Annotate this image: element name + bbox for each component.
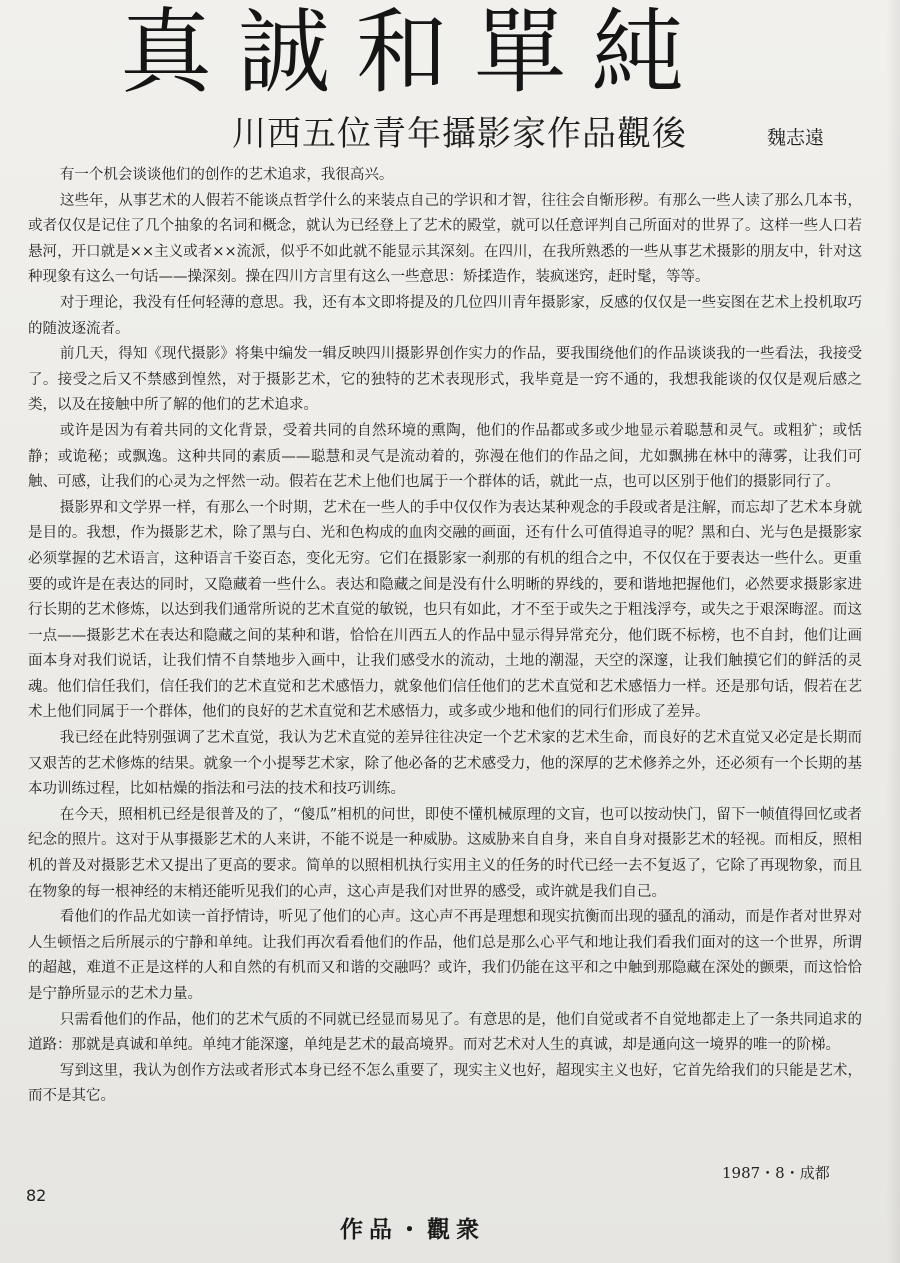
paragraph: 只需看他们的作品，他们的艺术气质的不同就已经显而易见了。有意思的是，他们自觉或者不自觉地都走上了一条共同追求的道路：那就是真诚和单纯。单纯才能深邃，单纯是艺术的最高境界。而对艺术对人生的真诚，却是通向这一境界的唯一的阶梯。 [28, 1011, 862, 1054]
author-name: 魏志遠 [767, 127, 825, 149]
paragraph: 前几天，得知《现代摄影》将集中编发一辑反映四川摄影界创作实力的作品，要我围绕他们的作品谈谈我的一些看法，我接受了。接受之后又不禁感到惶然，对于摄影艺术，它的独特的艺术表现形式，我毕竟是一窍不通的，我想我能谈的仅仅是观后感之类，以及在接触中所了解的他们的艺术追求。 [28, 346, 862, 414]
paragraph: 或许是因为有着共同的文化背景，受着共同的自然环境的熏陶，他们的作品都或多或少地显示着聪慧和灵气。或粗犷；或恬静；或诡秘；或飘逸。这种共同的素质——聪慧和灵气是流动着的，弥漫在他们的作品之间，尤如飘拂在林中的薄雾，让我们可触、可感，让我们的心灵为之怦然一动。假若在艺术上他们也属于一个群体的话，就此一点，也可以区别于他们的摄影同行了。 [28, 422, 862, 491]
article-subtitle: 川西五位青年攝影家作品觀後 [232, 114, 687, 154]
page-title: 真誠和單純 [120, 0, 711, 106]
paragraph: 写到这里，我认为创作方法或者形式本身已经不怎么重要了，现实主义也好，超现实主义也好，它首先给我们的只能是艺术，而不是其它。 [28, 1062, 862, 1105]
article-body [28, 163, 862, 1110]
paragraph: 摄影界和文学界一样，有那么一个时期，艺术在一些人的手中仅仅作为表达某种观念的手段或者是注解，而忘却了艺术本身就是目的。我想，作为摄影艺术，除了黑与白、光和色构成的血肉交融的画面，还有什么可值得追寻的呢？黑和白、光与色是摄影家必须掌握的艺术语言，这种语言千姿百态，变化无穷。它们在摄影家一刹那的有机的组合之中，不仅仅在于要表达一些什么。更重要的或许是在表达的同时，又隐藏着一些什么。表达和隐藏之间是没有什么明晰的界线的，要和谐地把握他们，必然要求摄影家进行长期的艺术修炼，以达到我们通常所说的艺术直觉的敏锐，也只有如此，才不至于或失之于粗浅浮夸，或失之于艰深晦涩。而这一点——摄影艺术在表达和隐藏之间的某种和谐，恰恰在川西五人的作品中显示得异常充分，他们既不标榜，也不自封，他们让画面本身对我们说话，让我们情不自禁地步入画中，让我们感受水的流动，土地的潮湿，天空的深邃，让我们触摸它们的鲜活的灵魂。他们信任我们，信任我们的艺术直觉和艺术感悟力，就象他们信任他们的艺术直觉和艺术感悟力一样。还是那句话，假若在艺术上他们同属于一个群体，他们的良好的艺术直觉和艺术感悟力，或多或少地和他们的同行们形成了差异。 [28, 499, 862, 721]
paragraph: 这些年，从事艺术的人假若不能谈点哲学什么的来装点自己的学识和才智，往往会自惭形秽。有那么一些人读了那么几本书，或者仅仅是记住了几个抽象的名词和概念，就认为已经登上了艺术的殿堂，就可以任意评判自己所面对的世界了。这样一些人口若悬河，开口就是××主义或者××流派，似乎不如此就不能显示其深刻。在四川，在我所熟悉的一些从事艺术摄影的朋友中，针对这种现象有这么一句话——操深刻。操在四川方言里有这么一些意思：矫揉造作，装疯迷窍，赶时髦，等等。 [28, 192, 862, 286]
page-edge-shadow [886, 0, 900, 1263]
section-label: 作品・觀衆 [340, 1217, 485, 1243]
paragraph: 在今天，照相机已经是很普及的了，“傻瓜”相机的问世，即使不懂机械原理的文盲，也可以按动快门，留下一帧值得回忆或者纪念的照片。这对于从事摄影艺术的人来讲，不能不说是一种威胁。这威胁来自自身，来自自身对摄影艺术的轻视。而相反，照相机的普及对摄影艺术又提出了更高的要求。简单的以照相机执行实用主义的任务的时代已经一去不复返了，它除了再现物象，而且在物象的每一根神经的末梢还能听见我们的心声，这心声是我们对世界的感受，或许就是我们自己。 [28, 806, 862, 900]
paragraph: 对于理论，我没有任何轻薄的意思。我，还有本文即将提及的几位四川青年摄影家，反感的仅仅是一些妄图在艺术上投机取巧的随波逐流者。 [28, 294, 862, 337]
paragraph: 看他们的作品尤如读一首抒情诗，听见了他们的心声。这心声不再是理想和现实抗衡而出现的骚乱的涌动，而是作者对世界对人生顿悟之后所展示的宁静和单纯。让我们再次看看他们的作品，他们总是那么心平气和地让我们看我们面对的这一个世界，所谓的超越，难道不正是这样的人和自然的有机而又和谐的交融吗？或许，我们仍能在这平和之中触到那隐藏在深处的颤栗，而这恰恰是宁静所显示的艺术力量。 [28, 909, 862, 1002]
date-place-signoff: 1987・8・成都 [722, 1164, 830, 1182]
paragraph: 我已经在此特别强调了艺术直觉，我认为艺术直觉的差异往往决定一个艺术家的艺术生命，而良好的艺术直觉又必定是长期而又艰苦的艺术修炼的结果。就象一个小提琴艺术家，除了他必备的艺术感受力，他的深厚的艺术修养之外，还必须有一个长期的基本功训练过程，比如枯燥的指法和弓法的技术和技巧训练。 [28, 730, 862, 798]
page-number: 82 [26, 1186, 47, 1205]
paragraph: 有一个机会谈谈他们的创作的艺术追求，我很高兴。 [59, 167, 394, 183]
